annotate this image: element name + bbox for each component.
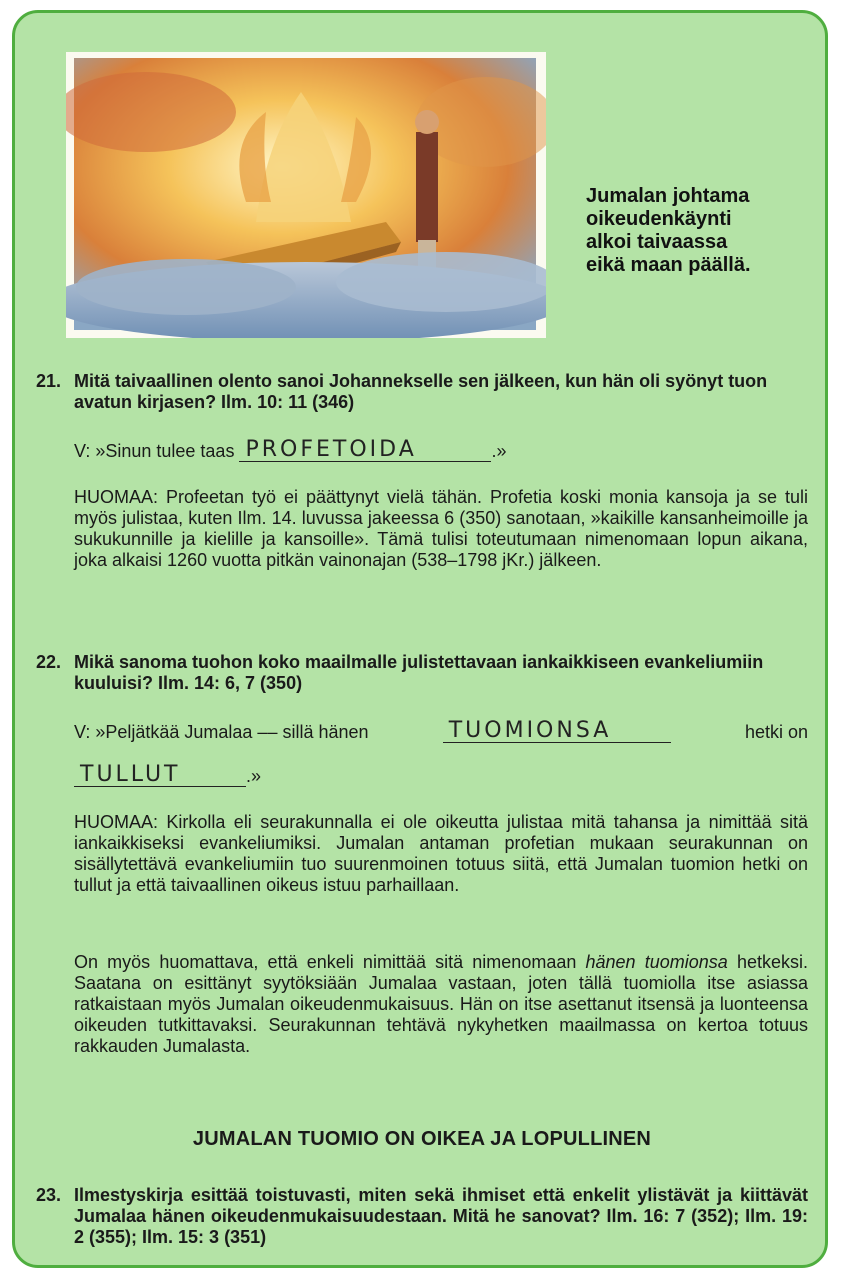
- note-text-italic: hänen tuomionsa: [585, 952, 728, 972]
- answer-suffix: .»: [491, 441, 507, 461]
- question-body: Mikä sanoma tuohon koko maailmalle julistettavaan iankaikkiseen evankeliumiin kuuluisi? Ilm. 14: 6, 7 (350): [74, 652, 764, 693]
- picture-caption: [586, 185, 816, 277]
- note-text-end: hetkeksi. Saatana on esittänyt syytöksiään Jumalaa vastaan, joten tällä tuomiolla itse asiassa ratkaistaan myös Jumalan oikeudenmukaisuus. Hän on itse asettanut itsensä ja luonteensa oikeuden tutkittavaksi. Seurakunnan tehtävä nykyhetken maailmassa on kertoa totuus rakkauden Jumalasta.: [74, 952, 808, 1056]
- question-22: [36, 652, 808, 694]
- answer-middle: hetki on: [744, 722, 808, 742]
- handwritten-answer: TUOMIONSA: [448, 718, 612, 743]
- heavenly-court-painting: [66, 52, 546, 338]
- question-23: [36, 1185, 808, 1248]
- question-body: Ilmestyskirja esittää toistuvasti, miten sekä ihmiset että enkelit ylistävät ja kiittävät Jumalaa hänen oikeudenmukaisuudestaan. Mitä he sanovat? Ilm. 16: 7 (352); Ilm. 19: 2 (355); Ilm. 15: 3 (351): [74, 1185, 808, 1247]
- caption-line: Jumalan johtama: [586, 185, 750, 207]
- answer-22-cont: [36, 762, 808, 787]
- handwritten-answer: TULLUT: [80, 762, 181, 787]
- answer-blank[interactable]: [239, 437, 491, 462]
- question-21: [36, 371, 808, 413]
- note-text-start: On myös huomattava, että enkeli nimittää sitä nimenomaan: [74, 952, 586, 972]
- question-text: [36, 1185, 808, 1248]
- note-text: [36, 952, 808, 1057]
- question-text: [36, 652, 808, 694]
- note-21: [36, 487, 808, 571]
- caption-line: alkoi taivaassa: [586, 231, 728, 253]
- question-text: [36, 371, 808, 413]
- answer-22: [36, 718, 808, 743]
- section-heading: JUMALAN TUOMIO ON OIKEA JA LOPULLINEN: [192, 1128, 652, 1150]
- answer-blank-1[interactable]: [443, 718, 671, 743]
- question-number: 23.: [36, 1185, 62, 1205]
- note-text: HUOMAA: Kirkolla eli seurakunnalla ei ole oikeutta julistaa mitä tahansa ja nimittää sitä iankaikkiseksi evankeliumiksi. Jumalan antaman profetian mukaan seurakunnan on sisällytettävä evankeliumiin tuo suurenmoinen totuus siitä, että Jumalan tuomion hetki on tullut ja että taivaallinen oikeus istuu parhaillaan.: [74, 812, 808, 895]
- answer-prefix: V: »Sinun tulee taas: [74, 441, 235, 461]
- note-22a: [36, 812, 808, 896]
- answer-blank-2[interactable]: [74, 762, 246, 787]
- note-22b: [36, 952, 808, 1057]
- answer-suffix: .»: [246, 766, 262, 786]
- note-text: HUOMAA: Profeetan työ ei päättynyt vielä tähän. Profetia koski monia kansoja ja se tuli myös julistaa, kuten Ilm. 14. luvussa jakeessa 6 (350) sanotaan, »kaikille kansanheimoille ja sukukunnille ja kielille ja kansoille». Tämä tulisi toteutumaan nimenomaan lopun aikana, joka alkaisi 1260 vuotta pitkän vainonajan (538–1798 jKr.) jälkeen.: [74, 487, 808, 570]
- question-body: Mitä taivaallinen olento sanoi Johannekselle sen jälkeen, kun hän oli syönyt tuon avatun kirjasen? Ilm. 10: 11 (346): [74, 371, 768, 412]
- question-number: 21.: [36, 371, 62, 391]
- question-number: 22.: [36, 652, 62, 672]
- caption-line: eikä maan päällä.: [586, 254, 751, 276]
- caption-line: oikeudenkäynti: [586, 208, 732, 230]
- answer-prefix: V: »Peljätkää Jumalaa –– sillä hänen: [74, 722, 369, 742]
- answer-21: [36, 437, 808, 462]
- handwritten-answer: PROFETOIDA: [245, 437, 417, 462]
